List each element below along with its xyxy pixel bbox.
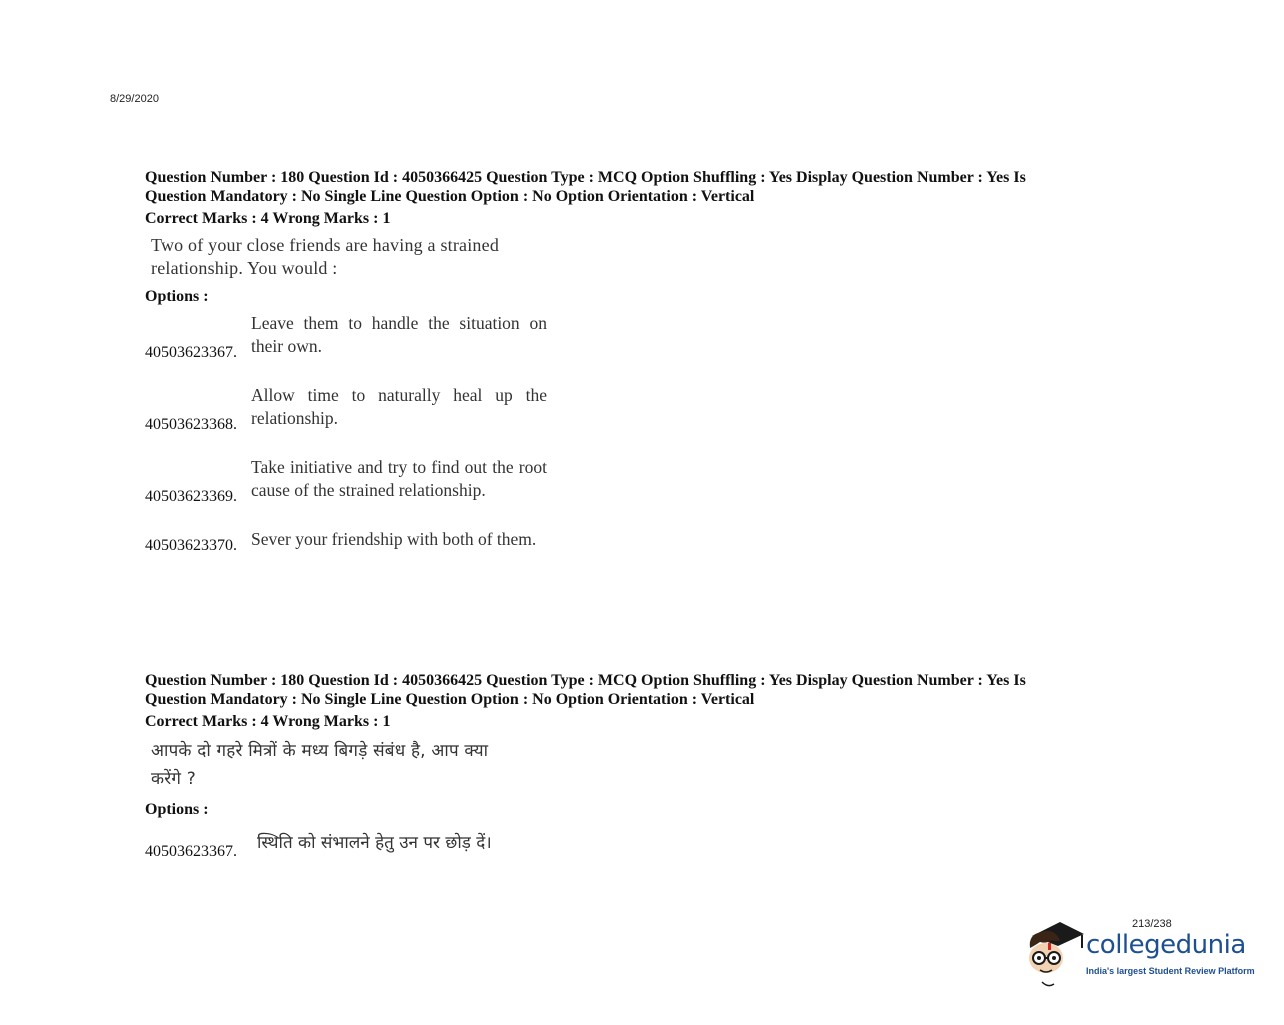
question-marks: Correct Marks : 4 Wrong Marks : 1 (145, 713, 391, 730)
question-block-english (145, 168, 1135, 555)
option-id: 40503623369. (145, 488, 237, 505)
question-meta-line1: Question Number : 180 Question Id : 4050366425 Question Type : MCQ Option Shuffling : Yes Display Question Number : Yes Is (145, 169, 1026, 186)
option-text: Leave them to handle the situation on their own. (251, 313, 547, 356)
option-text: Sever your friendship with both of them. (251, 529, 537, 549)
question-meta-line1: Question Number : 180 Question Id : 4050366425 Question Type : MCQ Option Shuffling : Yes Display Question Number : Yes Is (145, 672, 1026, 689)
logo-wordmark: collegedunia (1086, 930, 1246, 960)
option-text: स्थिति को संभालने हेतु उन पर छोड़ दें। (257, 833, 492, 853)
page-number: 213/238 (1132, 918, 1172, 930)
question-block-hindi (145, 671, 1135, 861)
question-text: आपके दो गहरे मित्रों के मध्य बिगड़े संबंध है, आप क्या करेंगे ? (151, 741, 489, 789)
option-text: Take initiative and try to find out the root cause of the strained relationship. (251, 457, 547, 500)
option-item (145, 456, 1135, 506)
question-text: Two of your close friends are having a strained relationship. You would : (151, 235, 500, 278)
option-id: 40503623367. (145, 843, 237, 860)
question-marks: Correct Marks : 4 Wrong Marks : 1 (145, 210, 391, 227)
option-id: 40503623370. (145, 537, 237, 554)
logo-tagline: India's largest Student Review Platform (1086, 966, 1255, 976)
question-meta-line2: Question Mandatory : No Single Line Question Option : No Option Orientation : Vertical (145, 691, 755, 708)
option-text: Allow time to naturally heal up the relationship. (251, 385, 547, 428)
question-meta-line2: Question Mandatory : No Single Line Question Option : No Option Orientation : Vertical (145, 188, 755, 205)
collegedunia-logo (1024, 918, 1254, 988)
option-item (145, 829, 1135, 861)
option-id: 40503623368. (145, 416, 237, 433)
options-label: Options : (145, 288, 209, 305)
option-item (145, 384, 1135, 434)
options-label: Options : (145, 801, 209, 818)
option-item (145, 312, 1135, 362)
option-id: 40503623367. (145, 344, 237, 361)
student-mascot-icon (1024, 918, 1086, 988)
print-date: 8/29/2020 (110, 93, 159, 105)
option-item (145, 528, 1135, 555)
